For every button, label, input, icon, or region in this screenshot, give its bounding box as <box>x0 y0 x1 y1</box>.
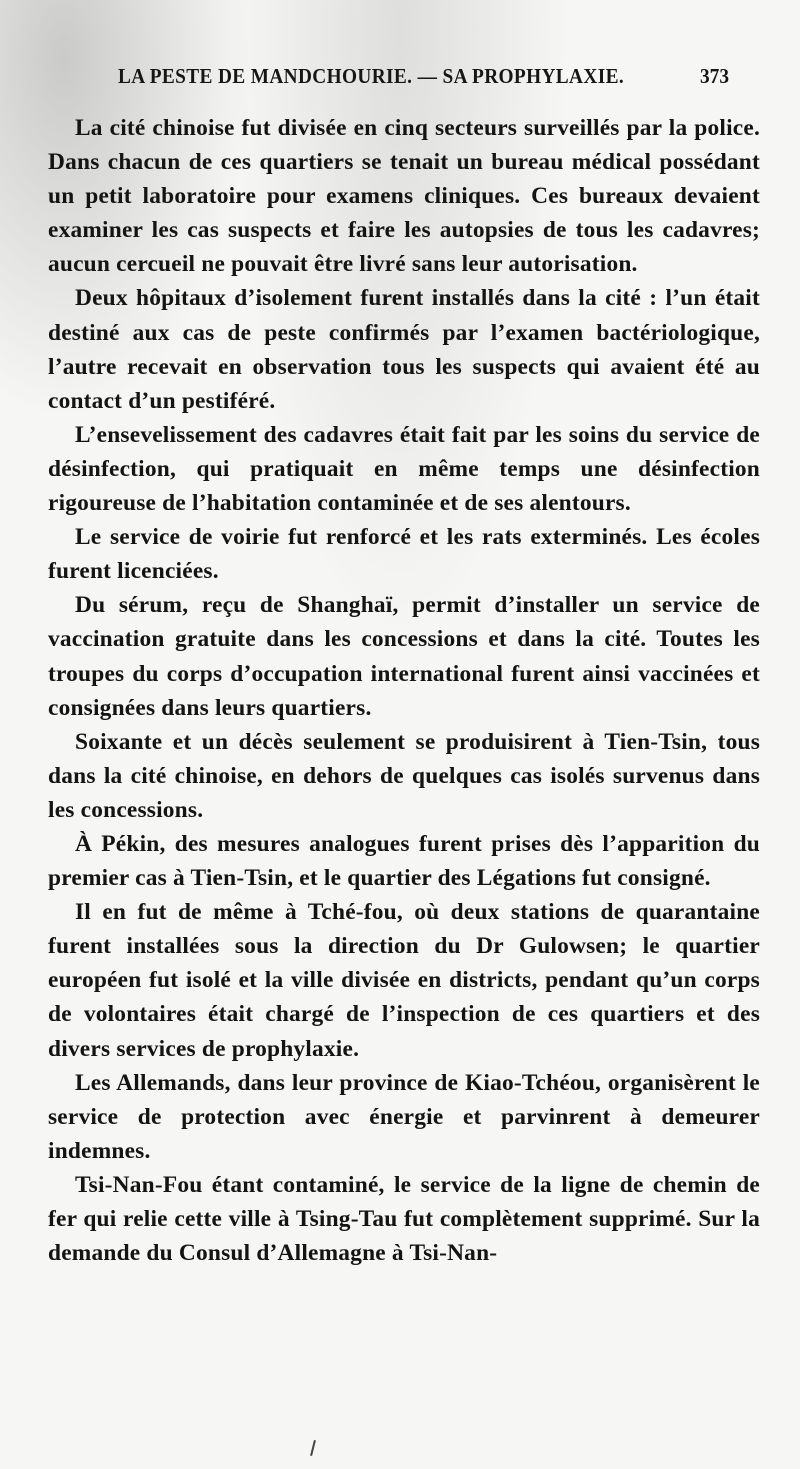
page-number: 373 <box>700 64 729 88</box>
paragraph: Tsi-Nan-Fou étant contaminé, le service de la ligne de chemin de fer qui relie cette ville à Tsing-Tau fut complètement supprimé. Sur la demande du Consul d’Allemagne à Tsi-Nan- <box>48 1171 760 1267</box>
paragraph: L’ensevelissement des cadavres était fait par les soins du service de désinfection, qui pratiquait en même temps une désinfection rigoureuse de l’habitation contaminée et de ses alentours. <box>48 421 760 517</box>
paragraph: La cité chinoise fut divisée en cinq secteurs surveillés par la police. Dans chacun de ces quartiers se tenait un bureau médical possédant un petit laboratoire pour examens cliniques. Ces bureaux devaient examiner les cas suspects et faire les autopsies de tous les cadavres; aucun cercueil ne pouvait être livré sans leur autorisation. <box>48 115 760 278</box>
paragraph: Il en fut de même à Tché-fou, où deux stations de quarantaine furent installées sous la direction du Dr Gulowsen; le quartier européen fut isolé et la ville divisée en districts, pendant qu’un corps de volontaires était chargé de l’inspection de ces quartiers et des divers services de prophylaxie. <box>48 899 760 1062</box>
paragraph: Le service de voirie fut renforcé et les rats exterminés. Les écoles furent licenciées. <box>48 524 760 585</box>
page-header <box>0 64 800 94</box>
paragraph: Du sérum, reçu de Shanghaï, permit d’installer un service de vaccination gratuite dans les concessions et dans la cité. Toutes les troupes du corps d’occupation international furent ainsi vaccinées et consignées dans leurs quartiers. <box>48 592 760 721</box>
paragraph: Les Allemands, dans leur province de Kiao-Tchéou, organisèrent le service de protection avec énergie et parvinrent à demeurer indemnes. <box>48 1069 760 1164</box>
paragraph: Deux hôpitaux d’isolement furent installés dans la cité : l’un était destiné aux cas de peste confirmés par l’examen bactériologique, l’autre recevait en observation tous les suspects qui avaient été au contact d’un pestiféré. <box>48 285 760 414</box>
ink-speck <box>310 1440 316 1456</box>
body-text <box>48 111 760 1270</box>
paragraph: Soixante et un décès seulement se produisirent à Tien-Tsin, tous dans la cité chinoise, en dehors de quelques cas isolés survenus dans les concessions. <box>48 728 760 823</box>
paragraph: À Pékin, des mesures analogues furent prises dès l’apparition du premier cas à Tien-Tsin, et le quartier des Légations fut consigné. <box>48 830 760 892</box>
running-title: LA PESTE DE MANDCHOURIE. — SA PROPHYLAXIE. <box>118 64 625 88</box>
